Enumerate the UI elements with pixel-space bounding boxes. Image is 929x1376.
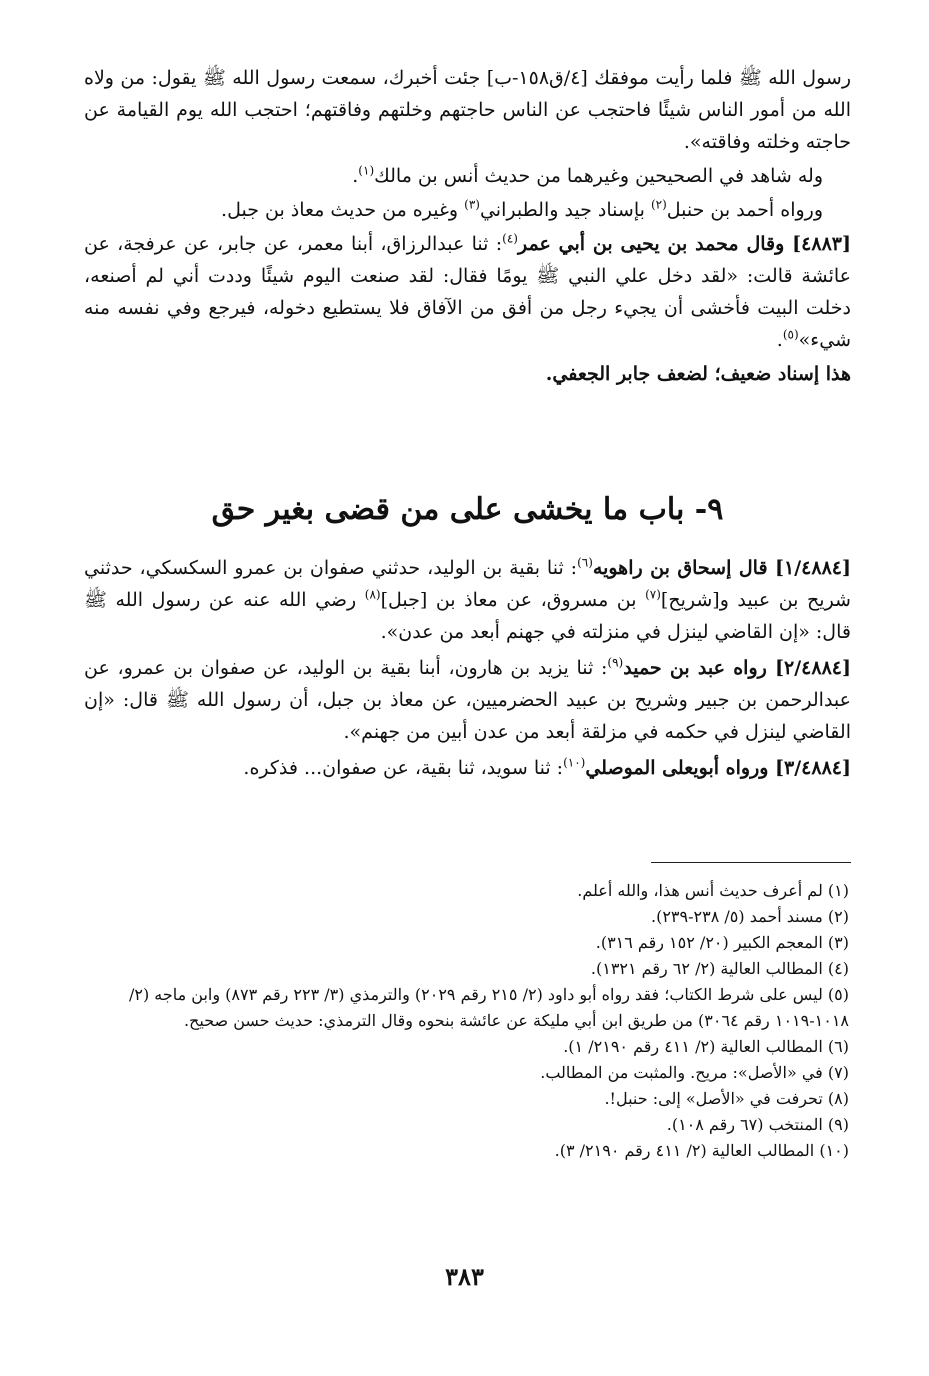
footnote-ref-2[interactable]: (٢) [650, 197, 667, 212]
footnote-1: (١) لم أعرف حديث أنس هذا، والله أعلم. [577, 881, 849, 900]
hadith-4884-3-heading: [٣/٤٨٨٤] ورواه أبويعلى الموصلي [585, 757, 851, 779]
hadith-4884-2-text: : ثنا يزيد بن هارون، أبنا بقية بن الوليد، عن صفوان بن عمرو، عن عبدالرحمن بن جبير وشريح بن عبيد الحضرميين، عن معاذ بن جبل، أن رسول الله ﷺ قال: «إن القاضي لينزل في حكمه في مزلقة أبعد من عدن أبين من جهنم». [84, 657, 851, 743]
witness-text: وله شاهد في الصحيحين وغيرهما من حديث أنس بن مالك [374, 165, 823, 187]
hadith-4883-heading: [٤٨٨٣] وقال محمد بن يحيى بن أبي عمر [517, 233, 851, 255]
hadith-4884-2-heading: [٢/٤٨٨٤] رواه عبد بن حميد [623, 657, 851, 679]
footnote-ref-3[interactable]: (٣) [464, 197, 480, 212]
footnote-7: (٧) في «الأصل»: مريح. والمثبت من المطالب. [540, 1063, 849, 1082]
footnote-separator [651, 862, 851, 863]
hadith-4883 [84, 228, 851, 356]
hadith-4884-3-text: : ثنا سويد، ثنا بقية، عن صفوان... فذكره. [243, 757, 564, 779]
footnote-3: (٣) المعجم الكبير (٢٠/ ١٥٢ رقم ٣١٦). [595, 933, 849, 952]
footnote-ref-6[interactable]: (٦) [577, 555, 593, 570]
page-number: ٣٨٣ [445, 1262, 484, 1291]
ahmad-text-b: بإسناد جيد والطبراني [479, 199, 651, 221]
hadith-4884-2 [84, 652, 851, 748]
ahmad-text-c: وغيره من حديث معاذ بن جبل. [221, 199, 465, 221]
footnotes [84, 878, 849, 1164]
footnote-ref-8[interactable]: (٨) [364, 587, 381, 602]
footnote-ref-10[interactable]: (١٠) [563, 755, 586, 770]
hadith-4884-1-text-a: : ثنا بقية بن الوليد، حدثني صفوان بن عمرو السكسكي، حدثني شريح بن عبيد و[شريح] [84, 557, 851, 611]
hadith-4883-text: : ثنا عبدالرزاق، أبنا معمر، عن جابر، عن عرفجة، عن عائشة قالت: «لقد دخل علي النبي ﷺ يومًا فقال: لقد صنعت اليوم شيئًا وددت أني لم أصنعه، دخلت البيت فأخشى أن يجيء رجل من أفق من الآفاق فلا يستطيع دخوله، فيرجع وفي نفسه منه شيء» [84, 233, 851, 351]
footnote-ref-1[interactable]: (١) [358, 163, 375, 178]
hadith-4884-1-text-b: بن مسروق، عن معاذ بن [جبل] [380, 589, 646, 611]
footnote-8: (٨) تحرفت في «الأصل» إلى: حنبل!. [604, 1089, 849, 1108]
upper-text [84, 62, 851, 392]
lower-text [84, 552, 851, 788]
weak-chain-note: هذا إسناد ضعيف؛ لضعف جابر الجعفي. [545, 363, 851, 385]
paragraph-witness: وله شاهد في الصحيحين وغيرهما من حديث أنس بن مالك$^{(١)}$. [352, 163, 823, 187]
paragraph-ahmad [84, 194, 851, 226]
hadith-4884-1-text-c: رضي الله عنه عن رسول الله ﷺ قال: «إن القاضي لينزل في منزلته في جهنم أبعد من عدن». [84, 589, 851, 643]
chapter-title: ٩- باب ما يخشى على من قضى بغير حق [211, 492, 724, 527]
footnote-ref-9[interactable]: (٩) [607, 655, 624, 670]
ahmad-text-a: ورواه أحمد بن حنبل [666, 199, 823, 221]
footnote-6: (٦) المطالب العالية (٢/ ٤١١ رقم ٢١٩٠/ ١). [563, 1037, 849, 1056]
footnote-2: (٢) مسند أحمد (٥/ ٢٣٨-٢٣٩). [650, 907, 849, 926]
footnote-9: (٩) المنتخب (٦٧ رقم ١٠٨). [666, 1115, 849, 1134]
footnote-10: (١٠) المطالب العالية (٢/ ٤١١ رقم ٢١٩٠/ ٣). [554, 1141, 849, 1160]
hadith-4884-1-heading: [١/٤٨٨٤] قال إسحاق بن راهويه [592, 557, 851, 579]
hadith-4884-3 [84, 752, 851, 784]
footnote-ref-4[interactable]: (٤) [502, 231, 518, 246]
footnote-5: (٥) ليس على شرط الكتاب؛ فقد رواه أبو داود (٢/ ٢١٥ رقم ٢٠٢٩) والترمذي (٣/ ٢٢٣ رقم ٨٧٣) وابن ماجه (٢/ ١٠١٨-١٠١٩ رقم ٣٠٦٤) من طريق ابن أبي مليكة عن عائشة بنحوه وقال الترمذي: حديث حسن صحيح. [128, 985, 849, 1030]
paragraph-hadith-continuation: رسول الله ﷺ فلما رأيت موفقك [٤/ق١٥٨-ب] جئت أخبرك، سمعت رسول الله ﷺ يقول: من ولاه الله من أمور الناس شيئًا فاحتجب عن الناس حاجتهم وخلتهم وفاقتهم؛ احتجب الله يوم القيامة عن حاجته وخلته وفاقته». [84, 67, 851, 153]
footnote-ref-5[interactable]: (٥) [782, 327, 799, 342]
hadith-4884-1 [84, 552, 851, 648]
footnote-4: (٤) المطالب العالية (٢/ ٦٢ رقم ١٣٢١). [590, 959, 849, 978]
footnote-ref-7[interactable]: (٧) [645, 587, 661, 602]
hadith-4883-end: . [776, 329, 783, 351]
